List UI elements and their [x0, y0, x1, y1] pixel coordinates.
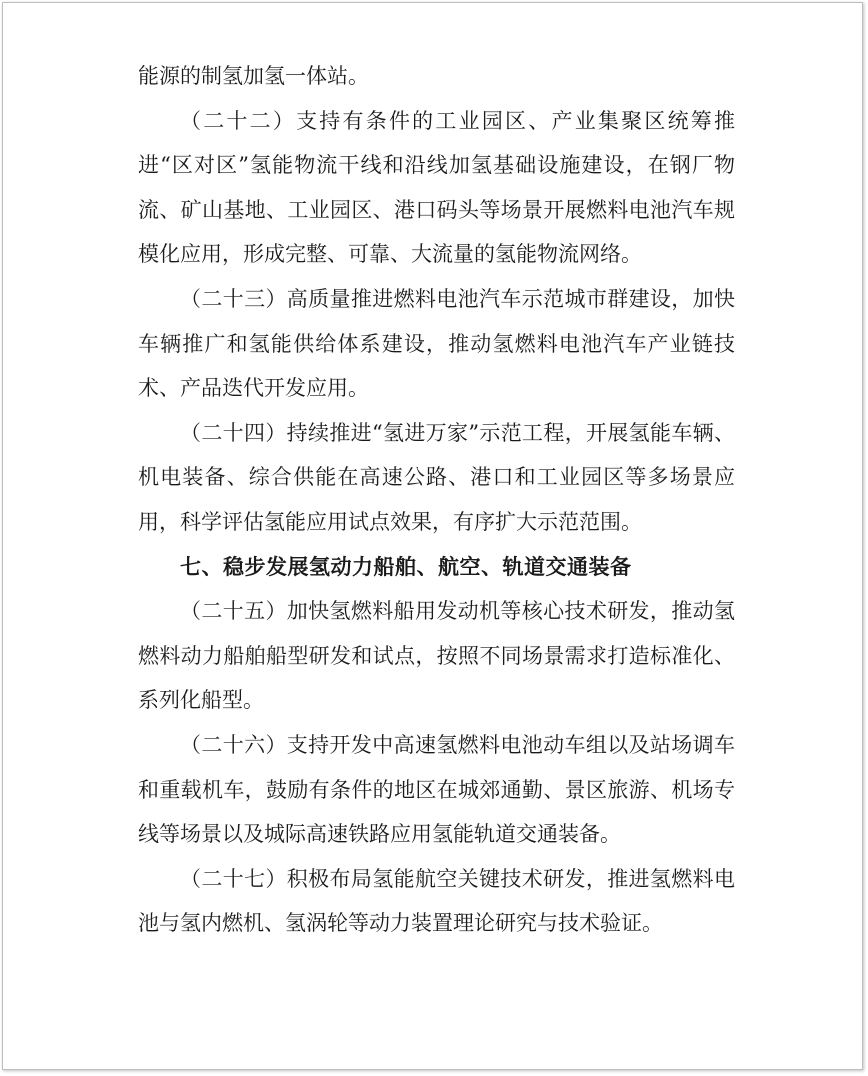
paragraph-23: （二十三）高质量推进燃料电池汽车示范城市群建设，加快车辆推广和氢能供给体系建设，推动氢燃料电池汽车产业链技术、产品迭代开发应用。	[138, 286, 735, 401]
paragraph-22: （二十二）支持有条件的工业园区、产业集聚区统筹推进“区对区”氢能物流干线和沿线加氢基础设施建设，在钢厂物流、矿山基地、工业园区、港口码头等场景开展燃料电池汽车规模化应用，形成完整、可靠、大流量的氢能物流网络。	[138, 108, 735, 267]
section-heading: 七、稳步发展氢动力船舶、航空、轨道交通装备	[180, 554, 632, 579]
paragraph-26: （二十六）支持开发中高速氢燃料电池动车组以及站场调车和重载机车，鼓励有条件的地区在城郊通勤、景区旅游、机场专线等场景以及城际高速铁路应用氢能轨道交通装备。	[138, 732, 735, 847]
paragraph-24: （二十四）持续推进“氢进万家”示范工程，开展氢能车辆、机电装备、综合供能在高速公路、港口和工业园区等多场景应用，科学评估氢能应用试点效果，有序扩大示范范围。	[138, 420, 735, 534]
document-page	[2, 2, 863, 1070]
paragraph-25: （二十五）加快氢燃料船用发动机等核心技术研发，推动氢燃料动力船舶船型研发和试点，按照不同场景需求打造标准化、系列化船型。	[138, 599, 735, 713]
document-body	[138, 54, 735, 946]
paragraph-27: （二十七）积极布局氢能航空关键技术研发，推进氢燃料电池与氢内燃机、氢涡轮等动力装置理论研究与技术验证。	[138, 866, 735, 936]
paragraph-continuation: 能源的制氢加氢一体站。	[138, 64, 369, 88]
